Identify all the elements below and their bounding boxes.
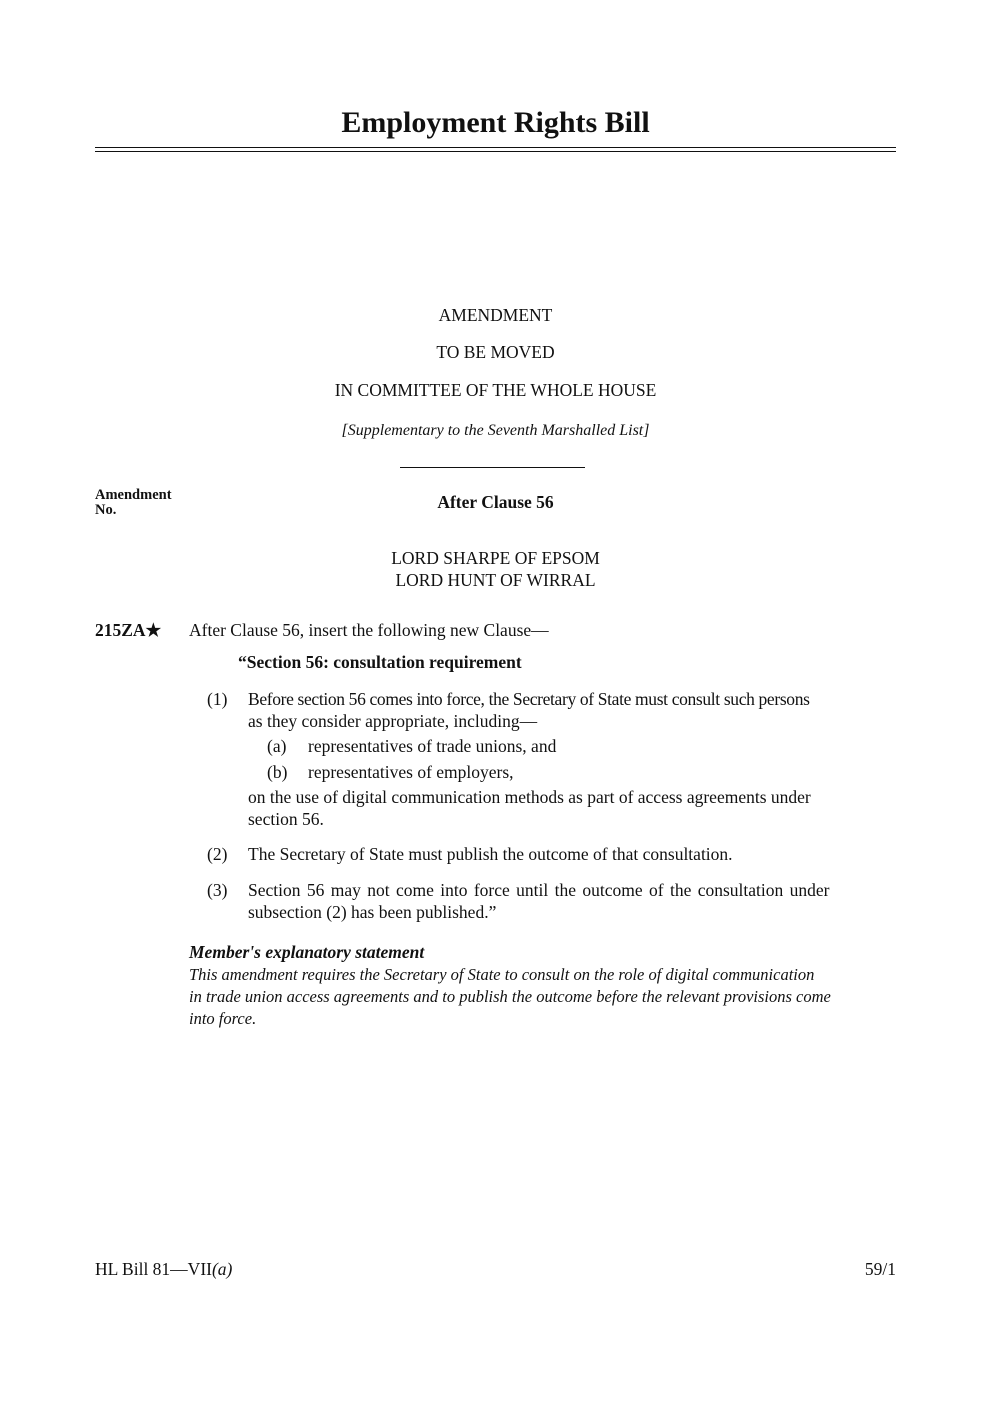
heading-to-be-moved: TO BE MOVED [436, 342, 555, 362]
page-number: 59/1 [864, 1259, 896, 1279]
explanatory-text: This amendment requires the Secretary of State to consult on the role of digital communication [189, 965, 815, 984]
clause-heading: After Clause 56 [437, 492, 554, 512]
subsection-number: (3) [207, 880, 228, 900]
paragraph-text: representatives of trade unions, and [308, 736, 557, 756]
amendment-label-line2: No. [95, 502, 117, 518]
subsection-text: Before section 56 comes into force, the Secretary of State must consult such persons [248, 689, 810, 709]
subsection-tail: on the use of digital communication methods as part of access agreements under [248, 787, 811, 807]
subsection-number: (1) [207, 689, 228, 709]
mover: LORD SHARPE OF EPSOM [391, 548, 600, 568]
subsection-number: (2) [207, 844, 228, 864]
paragraph-number: (a) [267, 736, 287, 756]
divider [400, 467, 585, 468]
new-clause-title: “Section 56: consultation requirement [238, 652, 522, 672]
heading-committee: IN COMMITTEE OF THE WHOLE HOUSE [334, 380, 657, 400]
bill-ref: HL Bill 81—VII [95, 1259, 212, 1279]
supplementary-note: [Supplementary to the Seventh Marshalled List] [341, 422, 650, 439]
amendment-intro: After Clause 56, insert the following new Clause— [189, 620, 549, 640]
title-rule-bottom [95, 151, 896, 152]
amendment-number: 215ZA★ [95, 620, 162, 640]
explanatory-heading: Member's explanatory statement [189, 942, 425, 962]
paragraph-number: (b) [267, 762, 288, 782]
amendment-label-line1: Amendment [95, 487, 172, 503]
subsection-text: subsection (2) has been published.” [248, 902, 497, 922]
explanatory-text: into force. [189, 1009, 257, 1028]
movers [0, 547, 991, 591]
subsection-text: Section 56 may not come into force until the outcome of the consultation under [248, 880, 830, 900]
bill-reference [95, 1259, 232, 1280]
explanatory-text: in trade union access agreements and to publish the outcome before the relevant provisions come [189, 987, 831, 1006]
subsection-text: The Secretary of State must publish the outcome of that consultation. [248, 844, 733, 864]
subsection-text: as they consider appropriate, including— [248, 711, 538, 731]
subsection-tail: section 56. [248, 809, 324, 829]
paragraph-text: representatives of employers, [308, 762, 514, 782]
title-rule-top [95, 147, 896, 148]
bill-ref-suffix: (a) [211, 1259, 233, 1279]
mover: LORD HUNT OF WIRRAL [395, 570, 596, 590]
heading-amendment: AMENDMENT [438, 305, 553, 325]
bill-title: Employment Rights Bill [341, 106, 650, 139]
